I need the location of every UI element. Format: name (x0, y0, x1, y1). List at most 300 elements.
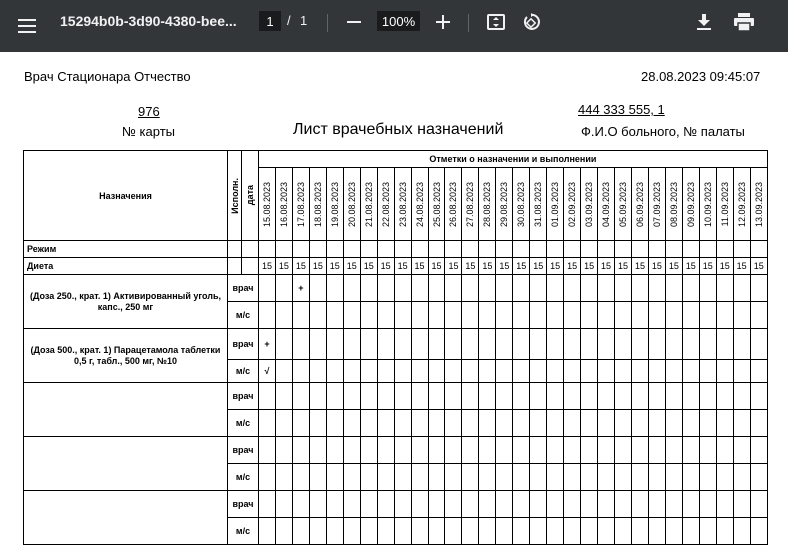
doctor-mark-cell (631, 491, 648, 518)
empty-cell (631, 241, 648, 258)
nurse-mark-cell (343, 464, 360, 491)
doctor-mark-cell (581, 275, 598, 302)
nurse-mark-cell (530, 464, 547, 491)
empty-cell (733, 241, 750, 258)
nurse-mark-cell (699, 302, 716, 329)
nurse-mark-cell (445, 464, 462, 491)
doctor-mark-cell (394, 275, 411, 302)
doctor-mark-cell: + (292, 275, 309, 302)
doctor-mark-cell (699, 275, 716, 302)
empty-cell (716, 241, 733, 258)
nurse-mark-cell (699, 360, 716, 383)
nurse-mark-cell: √ (259, 360, 276, 383)
empty-cell (428, 241, 445, 258)
doctor-mark-cell (377, 437, 394, 464)
doctor-mark-cell (326, 491, 343, 518)
card-label: № карты (122, 124, 176, 139)
doctor-mark-cell (496, 491, 513, 518)
prescriptions-header: Назначения (24, 151, 228, 241)
diet-value: 15 (581, 258, 598, 275)
empty-cell (309, 241, 326, 258)
empty-cell (259, 241, 276, 258)
date-cell (530, 168, 547, 241)
nurse-role-label: м/с (228, 464, 259, 491)
date-label: 13.09.2023 (753, 181, 764, 227)
doctor-mark-cell (394, 329, 411, 360)
date-cell (377, 168, 394, 241)
doctor-mark-cell (513, 275, 530, 302)
zoom-in-icon[interactable] (430, 9, 456, 35)
doctor-mark-cell (462, 329, 479, 360)
executor-header (228, 151, 242, 241)
empty-cell (699, 241, 716, 258)
nurse-mark-cell (292, 360, 309, 383)
date-cell (716, 168, 733, 241)
nurse-mark-cell (462, 360, 479, 383)
empty-cell (411, 241, 428, 258)
nurse-mark-cell (716, 464, 733, 491)
menu-icon[interactable] (12, 11, 42, 41)
date-label: 17.08.2023 (295, 181, 306, 227)
nurse-mark-cell (750, 302, 767, 329)
doctor-mark-cell (581, 437, 598, 464)
date-label: 21.08.2023 (363, 181, 374, 227)
date-label: 19.08.2023 (329, 181, 340, 227)
pdf-toolbar (0, 0, 788, 52)
doctor-role-label: врач (228, 491, 259, 518)
date-cell (479, 168, 496, 241)
date-cell (496, 168, 513, 241)
nurse-mark-cell (581, 410, 598, 437)
nurse-mark-cell (326, 302, 343, 329)
diet-value: 15 (309, 258, 326, 275)
doctor-mark-cell (530, 275, 547, 302)
print-datetime: 28.08.2023 09:45:07 (641, 69, 761, 84)
empty-cell (598, 241, 615, 258)
doctor-mark-cell (682, 491, 699, 518)
doctor-mark-cell (682, 383, 699, 410)
nurse-mark-cell (665, 518, 682, 545)
doctor-mark-cell (564, 275, 581, 302)
diet-value: 15 (631, 258, 648, 275)
empty-cell (228, 241, 242, 258)
doctor-mark-cell (343, 275, 360, 302)
date-label: 06.09.2023 (634, 181, 645, 227)
date-cell (360, 168, 377, 241)
doctor-mark-cell (496, 275, 513, 302)
nurse-mark-cell (716, 302, 733, 329)
nurse-mark-cell (343, 360, 360, 383)
date-label: 24.08.2023 (414, 181, 425, 227)
doctor-mark-cell (275, 275, 292, 302)
doctor-mark-cell (665, 329, 682, 360)
nurse-mark-cell (326, 464, 343, 491)
doctor-mark-cell (699, 383, 716, 410)
diet-value: 15 (716, 258, 733, 275)
doctor-mark-cell (326, 383, 343, 410)
empty-cell (242, 258, 259, 275)
nurse-mark-cell (750, 360, 767, 383)
doctor-mark-cell (733, 329, 750, 360)
doctor-mark-cell (259, 437, 276, 464)
date-cell (598, 168, 615, 241)
nurse-mark-cell (445, 302, 462, 329)
nurse-mark-cell (547, 518, 564, 545)
nurse-mark-cell (360, 302, 377, 329)
nurse-mark-cell (377, 302, 394, 329)
date-cell (343, 168, 360, 241)
doctor-mark-cell (716, 491, 733, 518)
date-header-text: дата (245, 185, 255, 206)
nurse-mark-cell (275, 410, 292, 437)
nurse-mark-cell (648, 410, 665, 437)
empty-cell (581, 241, 598, 258)
doctor-mark-cell (394, 491, 411, 518)
nurse-mark-cell (564, 302, 581, 329)
doctor-mark-cell (750, 329, 767, 360)
nurse-mark-cell (547, 410, 564, 437)
executor-header-text: Исполн. (229, 177, 240, 214)
doctor-mark-cell (377, 491, 394, 518)
zoom-input[interactable] (377, 11, 420, 31)
doctor-mark-cell (581, 383, 598, 410)
doctor-mark-cell (309, 491, 326, 518)
rotate-icon[interactable] (518, 9, 544, 35)
doctor-mark-cell (428, 383, 445, 410)
nurse-mark-cell (665, 302, 682, 329)
date-label: 20.08.2023 (346, 181, 357, 227)
nurse-mark-cell (496, 360, 513, 383)
date-label: 30.08.2023 (516, 181, 527, 227)
nurse-mark-cell (581, 464, 598, 491)
doctor-mark-cell (445, 275, 462, 302)
nurse-mark-cell (275, 464, 292, 491)
nurse-mark-cell (699, 464, 716, 491)
nurse-mark-cell (598, 410, 615, 437)
nurse-mark-cell (309, 464, 326, 491)
doctor-mark-cell (530, 491, 547, 518)
doctor-mark-cell (665, 437, 682, 464)
doctor-mark-cell (598, 437, 615, 464)
nurse-mark-cell (682, 360, 699, 383)
diet-value: 15 (513, 258, 530, 275)
doctor-mark-cell (733, 437, 750, 464)
nurse-mark-cell (564, 410, 581, 437)
nurse-mark-cell (733, 360, 750, 383)
nurse-mark-cell (343, 302, 360, 329)
date-label: 23.08.2023 (397, 181, 408, 227)
date-label: 07.09.2023 (651, 181, 662, 227)
nurse-mark-cell (564, 360, 581, 383)
doctor-mark-cell (682, 437, 699, 464)
doctor-mark-cell (564, 491, 581, 518)
doctor-mark-cell (547, 383, 564, 410)
nurse-mark-cell (377, 360, 394, 383)
empty-cell (648, 241, 665, 258)
nurse-mark-cell (394, 410, 411, 437)
doctor-mark-cell (479, 491, 496, 518)
nurse-mark-cell (360, 464, 377, 491)
empty-cell (292, 241, 309, 258)
doctor-mark-cell (445, 437, 462, 464)
doctor-mark-cell (292, 329, 309, 360)
doctor-mark-cell (360, 491, 377, 518)
doctor-mark-cell (564, 329, 581, 360)
empty-cell (394, 241, 411, 258)
doctor-mark-cell (343, 383, 360, 410)
nurse-mark-cell (547, 302, 564, 329)
nurse-mark-cell (615, 518, 632, 545)
nurse-mark-cell (309, 360, 326, 383)
nurse-mark-cell (631, 360, 648, 383)
date-cell (462, 168, 479, 241)
nurse-mark-cell (259, 518, 276, 545)
card-number: 976 (138, 104, 160, 119)
empty-cell (615, 241, 632, 258)
doctor-mark-cell (699, 437, 716, 464)
doctor-mark-cell (259, 275, 276, 302)
doctor-mark-cell (598, 329, 615, 360)
date-cell (326, 168, 343, 241)
doctor-mark-cell (513, 491, 530, 518)
doctor-mark-cell (292, 437, 309, 464)
doctor-mark-cell (530, 383, 547, 410)
doctor-mark-cell (682, 329, 699, 360)
marks-header: Отметки о назначении и выполнении (259, 151, 768, 168)
doctor-mark-cell (462, 383, 479, 410)
diet-value: 15 (292, 258, 309, 275)
nurse-mark-cell (648, 302, 665, 329)
doctor-mark-cell (648, 437, 665, 464)
diet-value: 15 (462, 258, 479, 275)
doctor-mark-cell (631, 275, 648, 302)
nurse-mark-cell (326, 518, 343, 545)
diet-value: 15 (733, 258, 750, 275)
doctor-mark-cell (750, 437, 767, 464)
nurse-mark-cell (733, 464, 750, 491)
doctor-mark-cell (479, 329, 496, 360)
nurse-mark-cell (750, 518, 767, 545)
nurse-mark-cell (292, 518, 309, 545)
date-label: 02.09.2023 (567, 181, 578, 227)
doctor-mark-cell (326, 329, 343, 360)
doctor-mark-cell (750, 275, 767, 302)
date-label: 27.08.2023 (465, 181, 476, 227)
nurse-mark-cell (581, 360, 598, 383)
empty-cell (445, 241, 462, 258)
nurse-mark-cell (292, 464, 309, 491)
file-title: 15294b0b-3d90-4380-bee... (60, 13, 237, 29)
nurse-mark-cell (615, 302, 632, 329)
nurse-mark-cell (377, 464, 394, 491)
doctor-mark-cell (547, 437, 564, 464)
doctor-mark-cell (309, 329, 326, 360)
empty-cell (750, 241, 767, 258)
nurse-mark-cell (615, 360, 632, 383)
doctor-mark-cell (411, 491, 428, 518)
doctor-mark-cell (665, 275, 682, 302)
doctor-mark-cell (326, 275, 343, 302)
nurse-mark-cell (530, 518, 547, 545)
diet-value: 15 (699, 258, 716, 275)
doctor-mark-cell (716, 437, 733, 464)
doctor-mark-cell (716, 329, 733, 360)
empty-cell (326, 241, 343, 258)
nurse-mark-cell (598, 360, 615, 383)
doctor-mark-cell (496, 437, 513, 464)
empty-cell (360, 241, 377, 258)
diet-value: 15 (615, 258, 632, 275)
date-cell (581, 168, 598, 241)
download-icon[interactable] (691, 9, 717, 35)
doctor-mark-cell (699, 329, 716, 360)
doctor-mark-cell (292, 383, 309, 410)
prescription-name: (Доза 500., крат. 1) Парацетамола таблетки 0,5 г, табл., 500 мг, №10 (24, 329, 228, 383)
diet-value: 15 (750, 258, 767, 275)
page-number-input[interactable] (259, 11, 281, 31)
doctor-mark-cell (394, 383, 411, 410)
doctor-mark-cell (462, 437, 479, 464)
doctor-mark-cell (445, 491, 462, 518)
date-label: 15.08.2023 (261, 181, 272, 227)
diet-value: 15 (530, 258, 547, 275)
date-label: 22.08.2023 (380, 181, 391, 227)
nurse-mark-cell (496, 518, 513, 545)
nurse-mark-cell (665, 410, 682, 437)
nurse-mark-cell (479, 410, 496, 437)
date-column-header (242, 151, 259, 241)
nurse-mark-cell (496, 410, 513, 437)
nurse-mark-cell (360, 410, 377, 437)
nurse-mark-cell (513, 360, 530, 383)
nurse-mark-cell (648, 518, 665, 545)
nurse-mark-cell (631, 410, 648, 437)
nurse-mark-cell (648, 360, 665, 383)
diet-value: 15 (598, 258, 615, 275)
diet-value: 15 (665, 258, 682, 275)
prescription-name: (Доза 250., крат. 1) Активированный уголь, капс., 250 мг (24, 275, 228, 329)
regime-label: Режим (24, 241, 228, 258)
nurse-mark-cell (564, 464, 581, 491)
nurse-mark-cell (513, 410, 530, 437)
doctor-mark-cell (564, 437, 581, 464)
date-label: 08.09.2023 (668, 181, 679, 227)
nurse-role-label: м/с (228, 302, 259, 329)
date-label: 18.08.2023 (312, 181, 323, 227)
nurse-mark-cell (259, 410, 276, 437)
doctor-mark-cell (445, 383, 462, 410)
doctor-mark-cell (699, 491, 716, 518)
nurse-mark-cell (377, 518, 394, 545)
nurse-mark-cell (326, 410, 343, 437)
date-cell (615, 168, 632, 241)
empty-cell (377, 241, 394, 258)
nurse-mark-cell (682, 464, 699, 491)
empty-cell (547, 241, 564, 258)
nurse-role-label: м/с (228, 518, 259, 545)
diet-value: 15 (479, 258, 496, 275)
doctor-mark-cell (377, 383, 394, 410)
date-cell (292, 168, 309, 241)
doctor-mark-cell (581, 329, 598, 360)
nurse-mark-cell (445, 410, 462, 437)
doctor-mark-cell (631, 329, 648, 360)
diet-value: 15 (428, 258, 445, 275)
doctor-mark-cell (631, 383, 648, 410)
doctor-mark-cell (275, 437, 292, 464)
nurse-mark-cell (360, 360, 377, 383)
empty-cell (242, 241, 259, 258)
doctor-mark-cell (648, 383, 665, 410)
doctor-mark-cell (648, 275, 665, 302)
doctor-mark-cell (665, 383, 682, 410)
date-cell (648, 168, 665, 241)
date-label: 05.09.2023 (617, 181, 628, 227)
nurse-mark-cell (598, 464, 615, 491)
date-cell (259, 168, 276, 241)
diet-label: Диета (24, 258, 228, 275)
prescription-name (24, 383, 228, 437)
doctor-role-label: врач (228, 329, 259, 360)
nurse-mark-cell (377, 410, 394, 437)
nurse-mark-cell (411, 464, 428, 491)
nurse-mark-cell (631, 464, 648, 491)
nurse-mark-cell (411, 302, 428, 329)
doctor-mark-cell (564, 383, 581, 410)
doctor-mark-cell (598, 383, 615, 410)
nurse-mark-cell (326, 360, 343, 383)
nurse-mark-cell (428, 410, 445, 437)
doctor-mark-cell (275, 329, 292, 360)
sheet-title: Лист врачебных назначений (293, 121, 504, 138)
doctor-mark-cell (598, 491, 615, 518)
fit-page-icon[interactable] (483, 9, 509, 35)
date-cell (733, 168, 750, 241)
doctor-mark-cell (547, 329, 564, 360)
nurse-mark-cell (259, 464, 276, 491)
nurse-mark-cell (615, 410, 632, 437)
nurse-mark-cell (411, 518, 428, 545)
nurse-mark-cell (428, 464, 445, 491)
doctor-mark-cell (648, 329, 665, 360)
doctor-mark-cell (309, 383, 326, 410)
nurse-mark-cell (547, 360, 564, 383)
doctor-mark-cell (428, 329, 445, 360)
prescription-name (24, 491, 228, 545)
date-label: 25.08.2023 (431, 181, 442, 227)
diet-value: 15 (394, 258, 411, 275)
diet-value: 15 (275, 258, 292, 275)
print-icon[interactable] (730, 9, 758, 35)
date-label: 09.09.2023 (685, 181, 696, 227)
zoom-out-icon[interactable] (341, 9, 367, 35)
date-cell (699, 168, 716, 241)
doctor-mark-cell (496, 383, 513, 410)
doctor-mark-cell (513, 329, 530, 360)
pdf-page (0, 52, 788, 555)
nurse-mark-cell (530, 410, 547, 437)
doctor-mark-cell (598, 275, 615, 302)
doctor-mark-cell (615, 275, 632, 302)
nurse-mark-cell (394, 360, 411, 383)
doctor-mark-cell (428, 275, 445, 302)
doctor-mark-cell (292, 491, 309, 518)
nurse-mark-cell (581, 302, 598, 329)
nurse-mark-cell (648, 464, 665, 491)
nurse-mark-cell (394, 302, 411, 329)
nurse-mark-cell (598, 302, 615, 329)
doctor-mark-cell (428, 491, 445, 518)
